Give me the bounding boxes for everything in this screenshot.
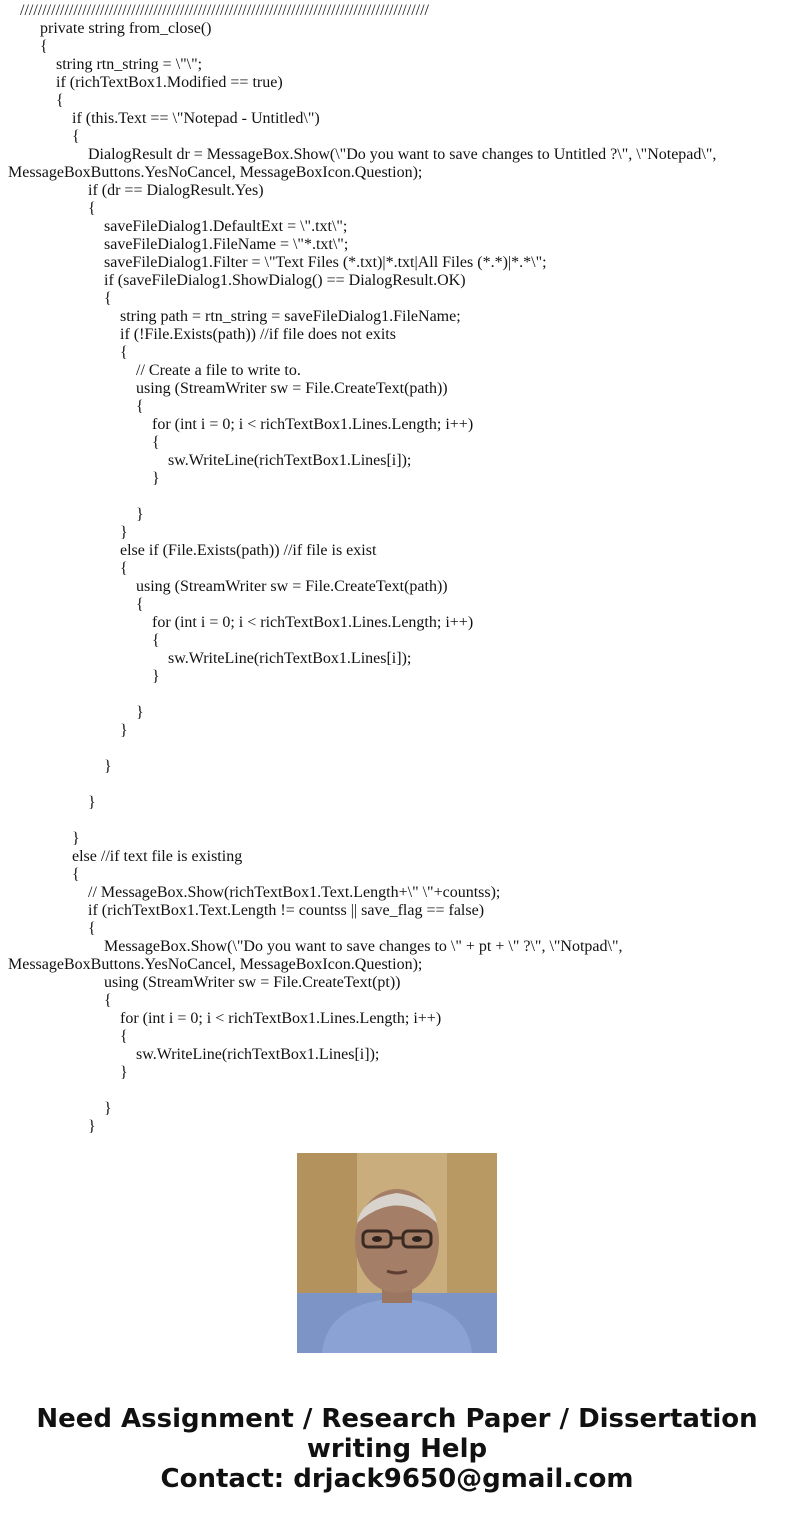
code-line: DialogResult dr = MessageBox.Show(\"Do you want to save changes to Untitled ?\", \"Notepad\",	[8, 146, 717, 163]
code-line: for (int i = 0; i < richTextBox1.Lines.Length; i++)	[8, 614, 474, 631]
code-line: if (saveFileDialog1.ShowDialog() == DialogResult.OK)	[8, 272, 466, 289]
code-line: {	[8, 434, 160, 451]
code-line: private string from_close()	[8, 20, 212, 37]
code-line: string path = rtn_string = saveFileDialog1.FileName;	[8, 308, 461, 325]
code-line: if (richTextBox1.Modified == true)	[8, 74, 283, 91]
code-line: saveFileDialog1.FileName = \"*.txt\";	[8, 236, 349, 253]
author-portrait-image	[297, 1153, 497, 1353]
code-line: sw.WriteLine(richTextBox1.Lines[i]);	[8, 452, 412, 469]
code-line: if (!File.Exists(path)) //if file does not exits	[8, 326, 396, 343]
code-line: {	[8, 596, 144, 613]
promo-line-2: writing Help	[306, 1434, 488, 1464]
code-line: }	[8, 722, 128, 739]
code-line: sw.WriteLine(richTextBox1.Lines[i]);	[8, 1046, 380, 1063]
code-line: if (richTextBox1.Text.Length != countss || save_flag == false)	[8, 902, 485, 919]
code-line: }	[8, 1100, 112, 1117]
promo-line-1: Need Assignment / Research Paper / Dissertation	[36, 1404, 758, 1434]
code-line: {	[8, 1028, 128, 1045]
code-line	[8, 812, 788, 830]
code-line: using (StreamWriter sw = File.CreateText(pt))	[8, 974, 401, 991]
code-listing	[8, 2, 788, 1135]
code-line: }	[8, 668, 160, 685]
code-line: }	[8, 1064, 128, 1081]
code-line: }	[8, 506, 144, 523]
author-avatar	[297, 1153, 497, 1353]
code-line: }	[8, 794, 96, 811]
code-line: if (dr == DialogResult.Yes)	[8, 182, 264, 199]
code-line: {	[8, 398, 144, 415]
code-line: else //if text file is existing	[8, 848, 243, 865]
code-line: {	[8, 866, 80, 883]
code-line: }	[8, 704, 144, 721]
code-line: }	[8, 524, 128, 541]
code-line: else if (File.Exists(path)) //if file is exist	[8, 542, 377, 559]
code-line: MessageBoxButtons.YesNoCancel, MessageBoxIcon.Question);	[8, 164, 423, 181]
code-line: if (this.Text == \"Notepad - Untitled\")	[8, 110, 320, 127]
code-line: MessageBoxButtons.YesNoCancel, MessageBoxIcon.Question);	[8, 956, 423, 973]
code-line: {	[8, 290, 112, 307]
code-line	[8, 686, 788, 704]
code-line: saveFileDialog1.DefaultExt = \".txt\";	[8, 218, 348, 235]
code-line: {	[8, 560, 128, 577]
code-line: MessageBox.Show(\"Do you want to save changes to \" + pt + \" ?\", \"Notpad\",	[8, 938, 623, 955]
code-line: using (StreamWriter sw = File.CreateText(path))	[8, 380, 448, 397]
code-line: }	[8, 830, 80, 847]
code-line: }	[8, 1118, 96, 1135]
code-line: sw.WriteLine(richTextBox1.Lines[i]);	[8, 650, 412, 667]
code-line: {	[8, 200, 96, 217]
code-line: {	[8, 128, 80, 145]
code-line: {	[8, 344, 128, 361]
promo-contact: Contact: drjack9650@gmail.com	[160, 1464, 634, 1494]
code-line	[8, 1082, 788, 1100]
code-line	[8, 776, 788, 794]
code-line: // Create a file to write to.	[8, 362, 301, 379]
code-line: using (StreamWriter sw = File.CreateText(path))	[8, 578, 448, 595]
code-line: {	[8, 920, 96, 937]
code-line: ////////////////////////////////////////////////////////////////////////////////////////////	[8, 2, 429, 19]
code-line: }	[8, 758, 112, 775]
code-line	[8, 740, 788, 758]
code-line: }	[8, 470, 160, 487]
code-line: {	[8, 92, 64, 109]
code-line: // MessageBox.Show(richTextBox1.Text.Length+\" \"+countss);	[8, 884, 501, 901]
promo-footer	[0, 1404, 794, 1494]
code-line: for (int i = 0; i < richTextBox1.Lines.Length; i++)	[8, 416, 474, 433]
code-line	[8, 488, 788, 506]
code-line: saveFileDialog1.Filter = \"Text Files (*.txt)|*.txt|All Files (*.*)|*.*\";	[8, 254, 547, 271]
code-line: for (int i = 0; i < richTextBox1.Lines.Length; i++)	[8, 1010, 442, 1027]
code-line: string rtn_string = \"\";	[8, 56, 203, 73]
code-line: {	[8, 38, 48, 55]
code-line: {	[8, 992, 112, 1009]
code-line: {	[8, 632, 160, 649]
